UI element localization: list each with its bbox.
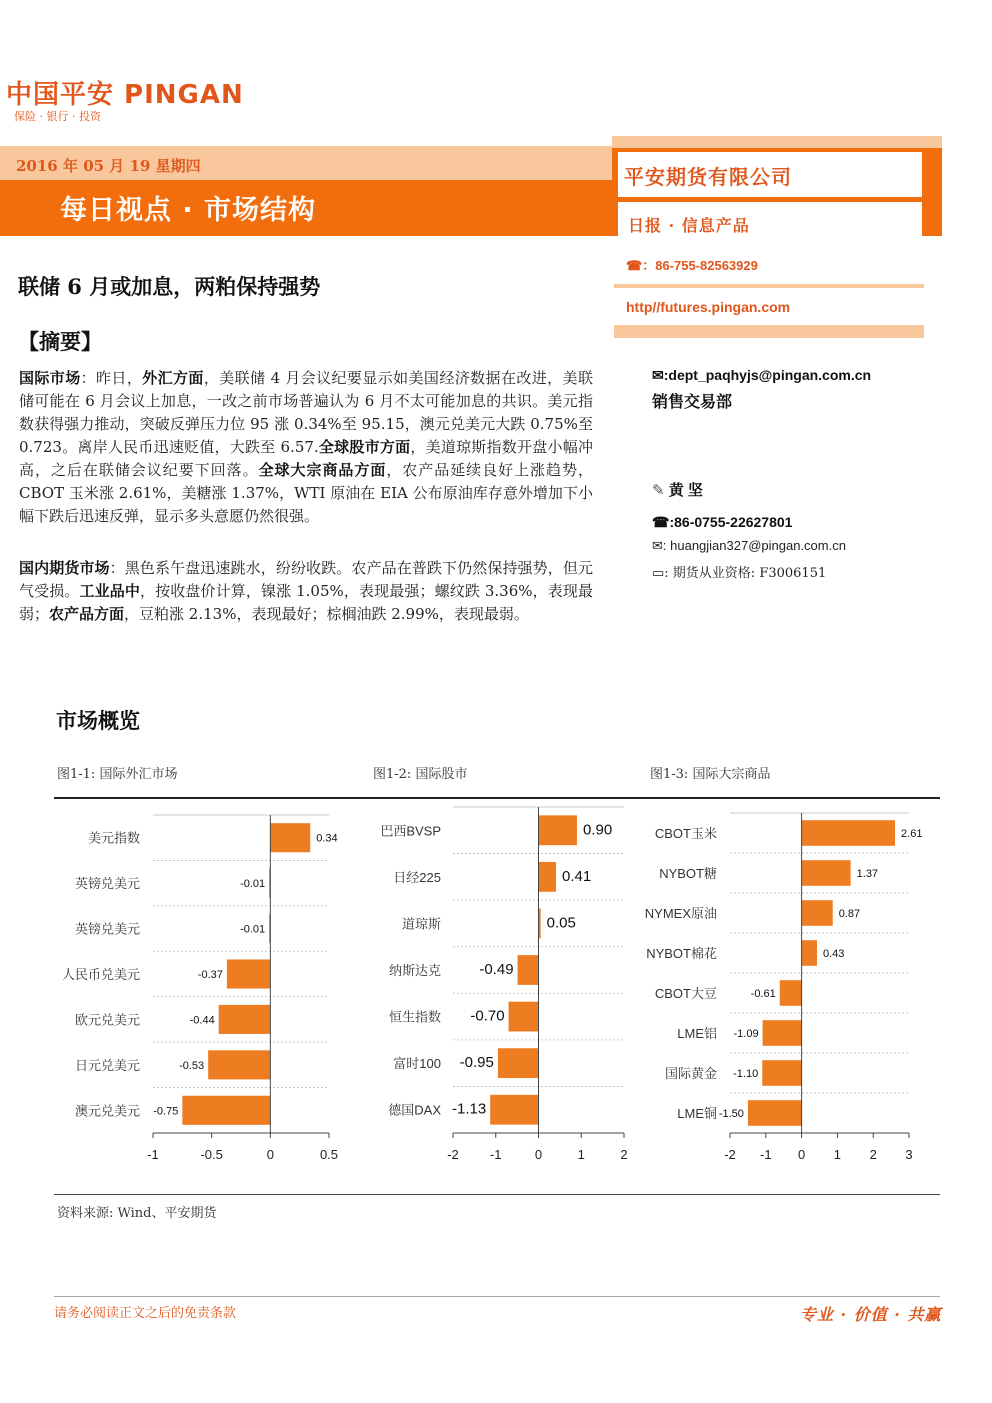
tick-label: 0.5 [319,1147,339,1162]
category-label: 英镑兑美元 [74,922,140,938]
data-label: -1.50 [718,1108,744,1120]
company-url[interactable]: http//futures.pingan.com [626,299,791,315]
data-label: 0.34 [316,832,338,845]
bar [518,955,539,985]
fig3-title: 图1-3: 国际大宗商品 [650,767,771,782]
bar [763,1020,802,1046]
tick-label: 1 [833,1147,842,1162]
product-name: 日报 · 信息产品 [628,216,750,235]
disclaimer[interactable]: 请务必阅读正文之后的免责条款 [54,1306,237,1321]
data-label: -0.70 [470,1007,505,1025]
bar [509,1002,539,1032]
data-label: -0.95 [459,1054,494,1072]
dept-email[interactable]: ✉:dept_paqhyjs@pingan.com.cn [652,367,872,383]
lead-label: 外汇方面 [142,369,204,387]
bar [270,823,310,852]
report-title: 每日视点 · 市场结构 [60,195,317,226]
market-charts [0,799,992,1179]
category-label: 欧元兑美元 [74,1013,140,1029]
data-label: -1.09 [733,1028,759,1040]
category-label: 美元指数 [87,831,140,847]
category-label: 恒生指数 [388,1009,441,1025]
para-text: ，按收盘价计算，镍涨 1.05%，表现最强；螺纹跌 3.36%，表现最弱； [19,582,593,623]
category-label: 澳元兑美元 [74,1104,140,1120]
report-date: 2016 年 05 月 19 星期四 [16,157,201,175]
pen-icon: ✎ [652,482,669,499]
headline: 联储 6 月或加息，两粕保持强势 [18,274,321,299]
para-text: ，美联储 4 月会议纪要显示如美国经济数据在改进，美联储可能在 6 月会议上加息，一改之前市场普遍认为 6 月不太可能加息的共识。美元指数获得强力推动，突破反弹压力位 95 涨 0.34%至 95.15，澳元兑美元大跌 0.75%至 0.723。离岸人民币迅速贬值，大跌至 6.57. [19,369,593,456]
category-label: NYBOT糖 [659,866,717,881]
slogan: 专业 · 价值 · 共赢 [800,1305,942,1324]
bar [802,860,851,886]
tick-label: -2 [447,1147,459,1162]
data-label: 0.87 [838,908,861,920]
tick-label: 0 [266,1147,274,1162]
lead-label: 国内期货市场 [19,559,110,577]
data-label: -0.53 [179,1059,205,1072]
bar [498,1048,539,1078]
tick-label: -1 [760,1147,772,1162]
tick-label: 2 [869,1147,877,1162]
tick-label: -0.5 [200,1147,223,1162]
category-label: LME铝 [677,1026,717,1041]
bar [748,1100,802,1126]
analyst-email[interactable]: ✉: huangjian327@pingan.com.cn [652,538,846,553]
envelope-icon: ✉ [652,367,664,383]
bar [802,820,895,846]
para-text: ，豆粕涨 2.13%，表现最好；棕榈油跌 2.99%，表现最弱。 [124,605,529,623]
lead-label: 全球大宗商品方面 [258,461,387,479]
lead-label: 农产品方面 [49,605,125,623]
category-label: 道琼斯 [401,916,441,932]
data-label: 0.05 [546,914,576,932]
paragraph-international [19,367,593,528]
category-label: 德国DAX [388,1102,441,1118]
bar [780,980,802,1006]
bar [539,862,557,892]
tick-label: -2 [724,1147,736,1162]
tick-label: 0 [534,1147,543,1162]
category-label: 英镑兑美元 [74,877,140,893]
paragraph-domestic [19,557,593,626]
analyst-cert: ▭: 期货从业资格: F3006151 [652,566,827,581]
lead-label: 工业品中 [79,582,140,600]
bar [490,1095,538,1125]
category-label: 富时100 [393,1056,441,1072]
bar [219,1005,271,1034]
bar [762,1060,801,1086]
lead-label: 国际市场 [19,369,81,387]
company-phone: ☎：86-755-82563929 [626,258,758,273]
data-label: -1.13 [451,1100,487,1118]
footer-rule [54,1296,940,1297]
tick-label: -1 [147,1147,159,1162]
category-label: 日经225 [393,869,441,885]
summary-title: 【摘要】 [18,329,102,354]
para-text: ：昨日， [80,369,143,387]
data-label: 0.41 [562,867,592,885]
data-label: 0.43 [822,948,845,960]
category-label: 人民币兑美元 [61,968,140,983]
category-label: 日元兑美元 [74,1058,140,1074]
fig1-title: 图1-1: 国际外汇市场 [57,767,178,782]
source-note: 资料来源: Wind、平安期货 [57,1206,217,1221]
data-label: -0.01 [240,878,266,891]
data-label: 0.90 [582,821,613,839]
bar [182,1096,270,1125]
category-label: CBOT玉米 [654,826,717,841]
data-label: 1.37 [856,868,879,880]
category-label: NYMEX原油 [644,906,717,921]
tick-label: 3 [905,1147,913,1162]
bar [802,940,817,966]
bar [208,1050,270,1079]
phone-icon: ☎ [652,514,670,530]
tick-label: 2 [620,1147,628,1162]
para-text: ：黑色系午盘迅速跳水，纷纷收跌。农产品在普跌下仍然保持强势，但元气受损。 [19,559,593,600]
fig2-title: 图1-2: 国际股市 [373,767,468,782]
category-label: LME铜 [677,1106,717,1121]
analyst-name: ✎ 黄 坚 [652,482,703,499]
bar [227,959,270,988]
divider [614,325,924,338]
market-title: 市场概览 [56,708,140,733]
bar [539,815,577,845]
tick-label: 1 [577,1147,585,1162]
envelope-icon: ✉ [652,538,663,553]
data-label: -0.61 [750,988,776,1000]
book-icon: ▭ [652,566,665,581]
company-name: 平安期货有限公司 [624,165,792,189]
lead-label: 全球股市方面 [318,438,411,456]
category-label: 巴西BVSP [380,823,441,839]
data-label: -0.01 [240,923,266,936]
category-label: CBOT大豆 [654,986,717,1001]
data-label: -0.37 [197,969,223,981]
tick-label: 0 [797,1147,806,1162]
analyst-phone: ☎:86-0755-22627801 [652,514,793,530]
tick-label: -1 [489,1147,502,1162]
dept-name: 销售交易部 [652,394,733,411]
category-label: 国际黄金 [664,1066,717,1081]
data-label: -0.49 [479,961,514,978]
para-text: ，美道琼斯指数开盘小幅冲高，之后在联储会议纪要下回落。 [19,438,593,479]
chart-bottom-rule [54,1194,940,1195]
bar [802,900,833,926]
category-label: NYBOT棉花 [646,946,717,961]
panel-strip [612,136,942,148]
data-label: 2.61 [901,828,923,840]
category-label: 纳斯达克 [388,963,441,978]
data-label: -0.75 [153,1105,179,1118]
phone-icon: ☎： [626,258,656,273]
data-label: -1.10 [733,1068,759,1080]
logo-tagline: 保险 · 银行 · 投资 [14,110,101,123]
para-text: ，农产品延续良好上涨趋势，CBOT 玉米涨 2.61%，美糖涨 1.37%，WTI 原油在 EIA 公布原油库存意外增加下小幅下跌后迅速反弹，显示多头意愿仍然很强。 [19,461,593,525]
data-label: -0.44 [189,1014,215,1027]
company-logo: 中国平安 PINGAN [6,80,244,110]
divider [614,284,924,288]
